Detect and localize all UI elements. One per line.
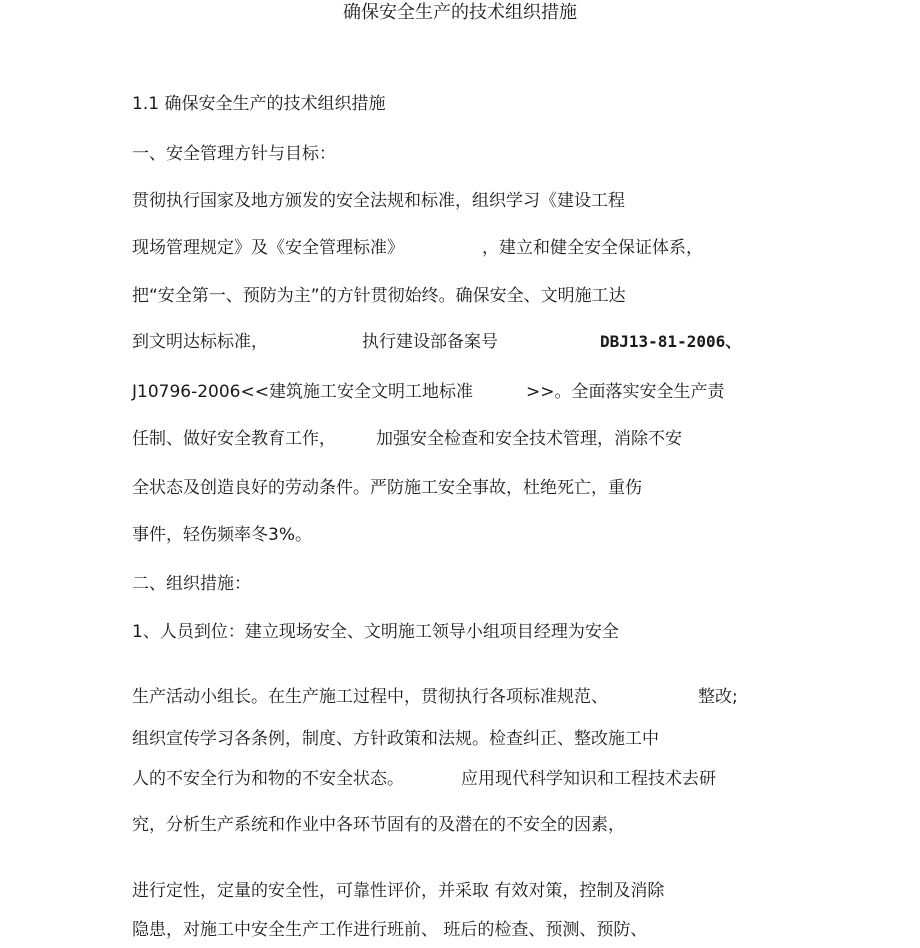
paragraph-line: 到文明达标标准， [132, 332, 268, 352]
subsection-heading: 二、组织措施： [132, 574, 251, 594]
paragraph-line-fragment: >>。全面落实安全生产责 [526, 382, 725, 402]
paragraph-line: 进行定性，定量的安全性，可靠性评价，并采取 有效对策，控制及消除 [132, 881, 665, 901]
paragraph-line-fragment: 加强安全检查和安全技术管理，消除不安 [376, 429, 682, 449]
paragraph-line: 1、人员到位：建立现场安全、文明施工领导小组项目经理为安全 [132, 622, 619, 642]
paragraph-line: 任制、做好安全教育工作， [132, 429, 336, 449]
standard-code: DBJ13-81-2006、 [600, 332, 742, 351]
paragraph-line-fragment: 整改; [698, 687, 738, 707]
paragraph-line-fragment: 执行建设部备案号 [362, 332, 498, 352]
paragraph-line: 究，分析生产系统和作业中各环节固有的及潜在的不安全的因素， [132, 815, 625, 835]
paragraph-line: 全状态及创造良好的劳动条件。严防施工安全事故，杜绝死亡，重伤 [132, 478, 642, 498]
paragraph-line: J10796-2006<<建筑施工安全文明工地标准 [132, 382, 473, 402]
subsection-heading: 一、安全管理方针与目标： [132, 144, 336, 164]
paragraph-line-fragment: ，建立和健全安全保证体系， [482, 238, 703, 258]
paragraph-line: 贯彻执行国家及地方颁发的安全法规和标准，组织学习《建设工程 [132, 191, 625, 211]
paragraph-line: 事件，轻伤频率冬3%。 [132, 525, 312, 545]
document-title: 确保安全生产的技术组织措施 [343, 2, 577, 23]
section-heading: 1.1 确保安全生产的技术组织措施 [132, 94, 386, 114]
paragraph-line: 生产活动小组长。在生产施工过程中，贯彻执行各项标准规范、 [132, 687, 608, 707]
paragraph-line: 隐患，对施工中安全生产工作进行班前、 班后的检查、预测、预防、 [132, 920, 648, 940]
paragraph-line: 组织宣传学习各条例，制度、方针政策和法规。检查纠正、整改施工中 [132, 729, 659, 749]
paragraph-line: 现场管理规定》及《安全管理标准》 [132, 238, 404, 258]
paragraph-line: 人的不安全行为和物的不安全状态。 [132, 769, 404, 789]
paragraph-line-fragment: 应用现代科学知识和工程技术去研 [461, 769, 716, 789]
paragraph-line: 把“安全第一、预防为主”的方针贯彻始终。确保安全、文明施工达 [132, 286, 626, 306]
